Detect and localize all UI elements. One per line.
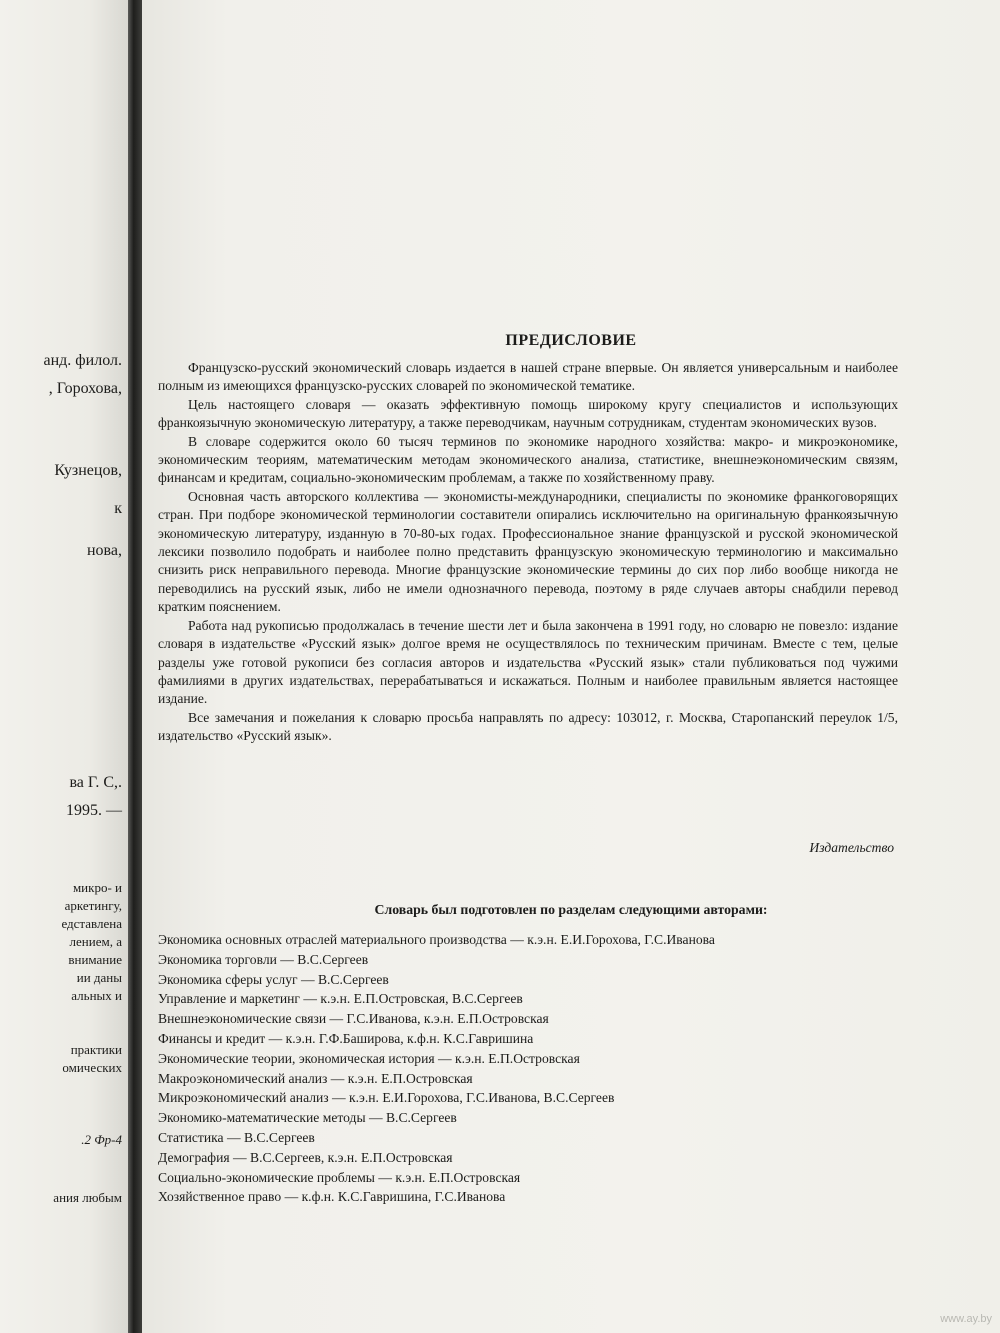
left-page-line: аркетингу,: [64, 898, 122, 913]
author-entry: Экономика сферы услуг — В.С.Сергеев: [158, 971, 389, 987]
left-page-line: ии даны: [76, 970, 122, 985]
left-page-line: 1995. —: [66, 802, 122, 819]
publisher-signature: Издательство: [809, 840, 894, 855]
left-page-line: нова,: [86, 542, 122, 559]
left-page-line: практики: [70, 1042, 122, 1057]
left-page-line: анд. филол.: [43, 352, 122, 369]
left-page-line: едставлена: [61, 916, 122, 931]
left-page-line: лением, а: [69, 934, 122, 949]
author-entry: Экономико-математические методы — В.С.Сергеев: [158, 1110, 457, 1126]
right-page: [142, 0, 1000, 1333]
author-entry: Демография — В.С.Сергеев, к.э.н. Е.П.Островская: [158, 1149, 453, 1165]
preface-paragraph: В словаре содержится около 60 тысяч терминов по экономике народного хозяйства: макро- и микроэкономике, экономическим теориям, математическим методам экономического анализа, статистике, внешнеэкономическим связям, финансам и кредитам, социально-экономическим проблемам, а также по хозяйственному праву.: [158, 433, 898, 486]
preface-paragraph: Работа над рукописью продолжалась в течение шести лет и была закончена в 1991 году, но словарю не повезло: издание словаря в издательстве «Русский язык» долгое время не осуществлялось по техническим причинам. Вместе с тем, целые разделы уже готовой рукописи без согласия авторов и издательства «Русский язык» стали публиковаться под чужими фамилиями в других издательствах, перерабатываться и искажаться. Полным и наиболее правильным является настоящее издание.: [158, 617, 898, 707]
left-page-line: к: [114, 500, 122, 517]
author-entry: Макроэкономический анализ — к.э.н. Е.П.Островская: [158, 1070, 473, 1086]
preface-paragraph: Цель настоящего словаря — оказать эффективную помощь широкому кругу специалистов и использующих франкоязычную экономическую литературу, а также переводчикам, научным сотрудникам, студентам экономических вузов.: [158, 396, 898, 431]
preface-body: [158, 359, 898, 746]
authors-list: [158, 930, 898, 1207]
left-page-line: ания любым: [53, 1190, 122, 1205]
left-page-line: .2 Фр-4: [81, 1132, 122, 1147]
book-spine: [128, 0, 142, 1333]
left-page-line: омических: [62, 1060, 122, 1075]
preface-paragraph: Все замечания и пожелания к словарю просьба направлять по адресу: 103012, г. Москва, Старопанский переулок 1/5, издательство «Русский язык».: [158, 709, 898, 744]
left-page-line: альных и: [71, 988, 122, 1003]
author-entry: Экономика основных отраслей материального производства — к.э.н. Е.И.Горохова, Г.С.Иванова: [158, 932, 715, 947]
author-entry: Экономические теории, экономическая история — к.э.н. Е.П.Островская: [158, 1050, 580, 1066]
author-entry: Управление и маркетинг — к.э.н. Е.П.Островская, В.С.Сергеев: [158, 991, 523, 1007]
preface-paragraph: Французско-русский экономический словарь издается в нашей стране впервые. Он является универсальным и наиболее полным из имеющихся французско-русских словарей по экономической тематике.: [158, 360, 898, 394]
author-entry: Экономика торговли — В.С.Сергеев: [158, 951, 369, 967]
preface-title: ПРЕДИСЛОВИЕ: [505, 332, 637, 349]
authors-heading: Словарь был подготовлен по разделам следующими авторами:: [374, 902, 768, 917]
site-watermark: www.ay.by: [940, 1313, 992, 1325]
left-page-line: микро- и: [72, 880, 122, 895]
author-entry: Социально-экономические проблемы — к.э.н. Е.П.Островская: [158, 1169, 521, 1185]
author-entry: Внешнеэкономические связи — Г.С.Иванова, к.э.н. Е.П.Островская: [158, 1011, 549, 1027]
author-entry: Хозяйственное право — к.ф.н. К.С.Гавришина, Г.С.Иванова: [158, 1189, 506, 1205]
left-page-line: Кузнецов,: [54, 462, 122, 479]
preface-paragraph: Основная часть авторского коллектива — экономисты-международники, специалисты по экономике франкоговорящих стран. При подборе экономической терминологии составители опирались исключительно на оригинальную франкоязычную экономическую литературу, изданную в 70-80-ых годах. Профессиональное знание французской и русской экономической лексики позволило подобрать и наиболее полно представить французскую экономическую терминологию и максимально снизить риск неправильного перевода. Многие французские экономические термины до сих пор либо вообще никогда не переводились на русский язык, либо не имели однозначного перевода, поэтому в ряде случаев авторы снабдили перевод кратким пояснением.: [158, 488, 898, 615]
left-page-line: , Горохова,: [48, 380, 122, 397]
author-entry: Статистика — В.С.Сергеев: [158, 1129, 315, 1145]
left-page-line: ва Г. С,.: [69, 774, 122, 791]
left-page-line: внимание: [68, 952, 122, 967]
left-facing-page: [0, 0, 128, 1333]
author-entry: Финансы и кредит — к.э.н. Г.Ф.Баширова, к.ф.н. К.С.Гавришина: [158, 1030, 534, 1046]
author-entry: Микроэкономический анализ — к.э.н. Е.И.Горохова, Г.С.Иванова, В.С.Сергеев: [158, 1090, 615, 1106]
